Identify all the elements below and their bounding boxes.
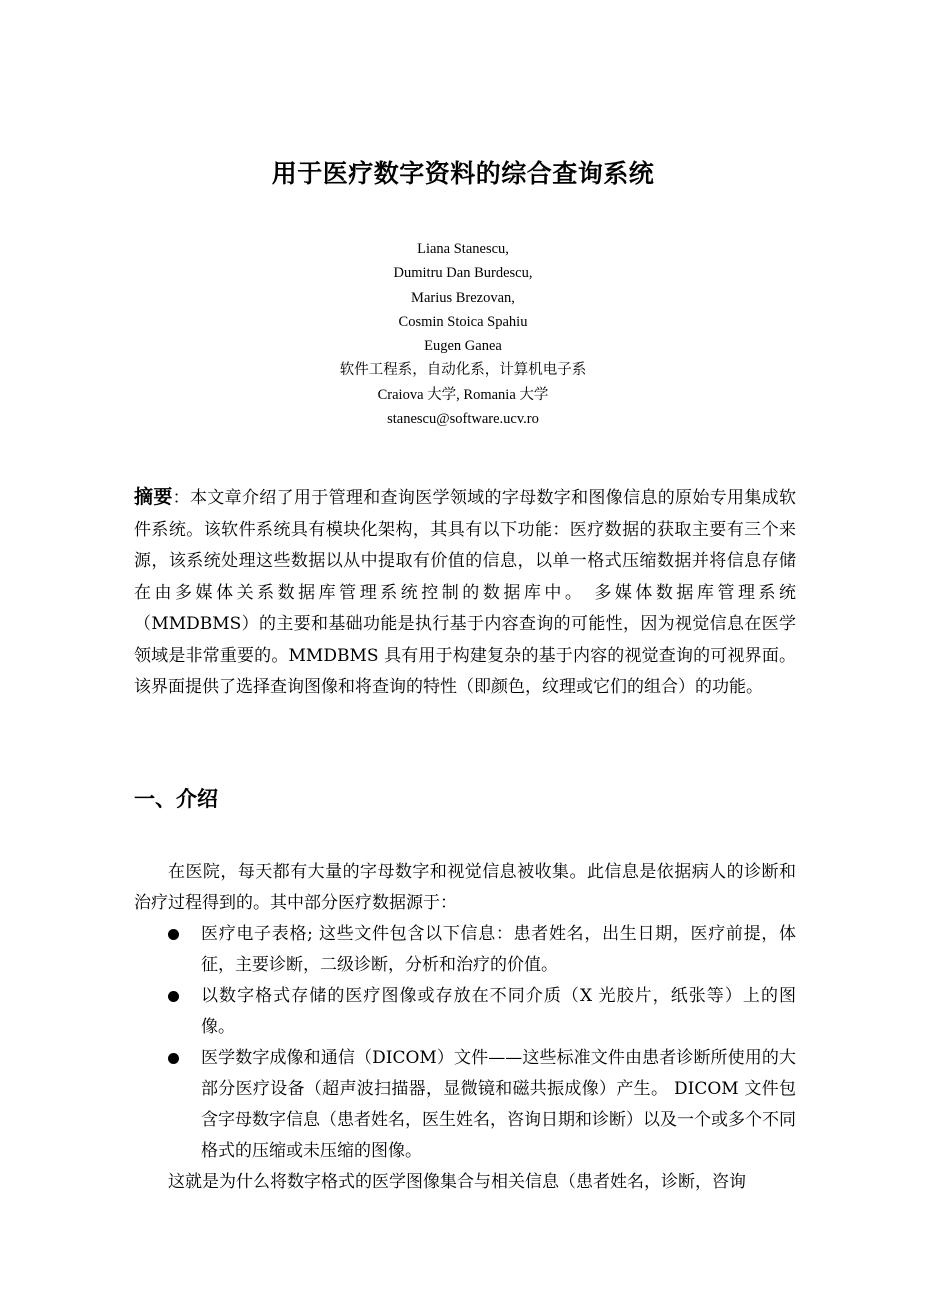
bullet-icon [168, 991, 179, 1002]
author-name: Eugen Ganea [424, 338, 502, 355]
list-item-text: 医疗电子表格; 这些文件包含以下信息：患者姓名，出生日期，医疗前提，体征，主要诊断，二级诊断，分析和治疗的价值。 [201, 924, 796, 975]
list-item-text: 医学数字成像和通信（DICOM）文件——这些标准文件由患者诊断所使用的大部分医疗设备（超声波扫描器，显微镜和磁共振成像）产生。 DICOM 文件包含字母数字信息（患者姓名，医生姓名，咨询日期和诊断）以及一个或多个不同格式的压缩或未压缩的图像。 [201, 1048, 796, 1161]
abstract-text: 本文章介绍了用于管理和查询医学领域的字母数字和图像信息的原始专用集成软件系统。该软件系统具有模块化架构，其具有以下功能：医疗数据的获取主要有三个来源，该系统处理这些数据以从中提取有价值的信息，以单一格式压缩数据并将信息存储在由多媒体关系数据库管理系统控制的数据库中。 多媒体数据库管理系统（MMDBMS）的主要和基础功能是执行基于内容查询的可能性，因为视觉信息在医学领域是非常重要的。MMDBMS 具有用于构建复杂的基于内容的视觉查询的可视界面。该界面提供了选择查询图像和将查询的特性（即颜色，纹理或它们的组合）的功能。 [134, 488, 796, 697]
bullet-icon [168, 929, 179, 940]
paper-title: 用于医疗数字资料的综合查询系统 [271, 159, 655, 188]
section-body [134, 857, 796, 1198]
list-item-text: 以数字格式存储的医疗图像或存放在不同介质（X 光胶片，纸张等）上的图像。 [201, 986, 796, 1037]
list-item [134, 919, 796, 981]
list-item [134, 981, 796, 1043]
affiliation-department: 软件工程系，自动化系，计算机电子系 [339, 362, 587, 379]
abstract [134, 482, 796, 704]
section-heading: 一、介绍 [134, 787, 218, 811]
bullet-list [134, 919, 796, 1167]
abstract-label: 摘要 [134, 486, 173, 508]
intro-paragraph: 在医院，每天都有大量的字母数字和视觉信息被收集。此信息是依据病人的诊断和治疗过程得到的。其中部分医疗数据源于： [134, 862, 796, 913]
continuation-paragraph: 这就是为什么将数字格式的医学图像集合与相关信息（患者姓名，诊断，咨询 [168, 1172, 746, 1192]
author-name: Cosmin Stoica Spahiu [398, 313, 528, 330]
list-item [134, 1043, 796, 1167]
author-email: stanescu@software.ucv.ro [387, 411, 539, 428]
author-name: Marius Brezovan, [411, 289, 515, 306]
author-block [0, 237, 926, 431]
author-name: Liana Stanescu, [417, 241, 509, 257]
affiliation-university: Craiova 大学, Romania 大学 [377, 386, 549, 403]
abstract-colon: ： [172, 488, 190, 508]
bullet-icon [168, 1053, 179, 1064]
author-name: Dumitru Dan Burdescu, [393, 265, 533, 282]
